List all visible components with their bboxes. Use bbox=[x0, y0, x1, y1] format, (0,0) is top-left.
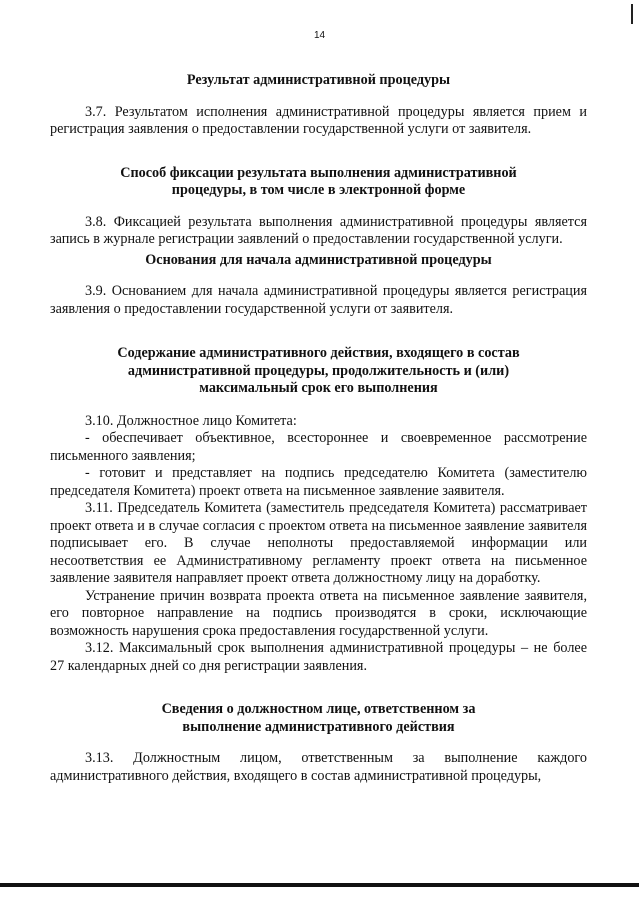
document-body bbox=[50, 72, 587, 785]
paragraph-3-11: 3.11. Председатель Комитета (заместитель председателя Комитета) рассматривает проект ответа и в случае согласия с проектом ответа на письменное заявление заявителя подписывает его. В случае неполноты предоставляемой информации или несоответствия ее Административному регламенту проект ответа на письменное заявление заявителя направляет проект ответа должностному лицу на доработку. bbox=[50, 500, 587, 586]
heading-fixation: Способ фиксации результата выполнения административной процедуры, в том числе в электронной форме bbox=[120, 164, 517, 198]
heading-official: Сведения о должностном лице, ответственном за выполнение административного действия bbox=[161, 701, 476, 735]
heading-basis: Основания для начала административной процедуры bbox=[145, 251, 492, 268]
paragraph-3-10-item-2: - готовит и представляет на подпись председателю Комитета (заместителю председателя Комитета) проект ответа на письменное заявление заявителя. bbox=[50, 465, 587, 499]
paragraph-3-10: 3.10. Должностное лицо Комитета: bbox=[85, 412, 297, 429]
paragraph-3-9: 3.9. Основанием для начала административной процедуры является регистрация заявления о предоставлении государственной услуги от заявителя. bbox=[50, 283, 587, 317]
paragraph-3-13: 3.13. Должностным лицом, ответственным за выполнение каждого административного действия, входящего в состав административной процедуры, bbox=[50, 750, 587, 784]
heading-content: Содержание административного действия, входящего в состав административной процедуры, продолжительность и (или) максимальный срок его выполнения bbox=[117, 345, 520, 396]
page-number: 14 bbox=[313, 30, 326, 41]
paragraph-3-12: 3.12. Максимальный срок выполнения административной процедуры – не более 27 календарных дней со дня регистрации заявления. bbox=[50, 640, 587, 674]
paragraph-3-10-item-1: - обеспечивает объективное, всестороннее и своевременное рассмотрение письменного заявления; bbox=[50, 430, 587, 464]
scan-edge-mark bbox=[631, 4, 633, 24]
paragraph-3-8: 3.8. Фиксацией результата выполнения административной процедуры является запись в журнале регистрации заявлений о предоставлении государственной услуги. bbox=[50, 213, 587, 247]
bottom-scan-rule bbox=[0, 883, 639, 887]
paragraph-3-7: 3.7. Результатом исполнения административной процедуры является прием и регистрация заявления о предоставлении государственной услуги от заявителя. bbox=[50, 103, 587, 137]
heading-result: Результат административной процедуры bbox=[186, 72, 451, 88]
paragraph-return-causes: Устранение причин возврата проекта ответа на письменное заявление заявителя, его повторное направление на подпись производятся в сроки, исключающие возможность нарушения срока предоставления государственной услуги. bbox=[50, 587, 587, 639]
